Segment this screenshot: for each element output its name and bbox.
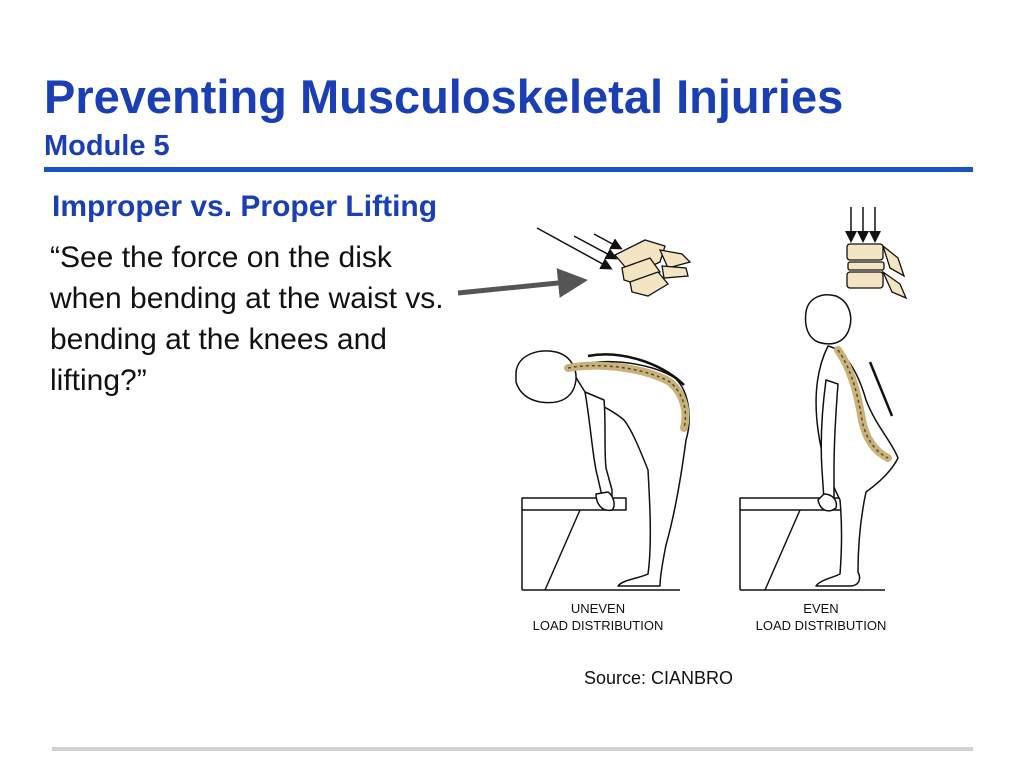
pointer-arrow bbox=[458, 281, 578, 293]
even-disk-detail bbox=[847, 244, 906, 298]
slide-title: Preventing Musculoskeletal Injuries bbox=[44, 70, 844, 123]
even-load-caption bbox=[745, 600, 897, 634]
uneven-load-caption bbox=[520, 600, 676, 634]
quote-text: “See the force on the disk when bending at the waist vs. bending at the knees and lifting?” bbox=[50, 241, 444, 397]
uneven-caption-line1: UNEVEN bbox=[570, 601, 626, 616]
even-force-arrows bbox=[851, 207, 875, 240]
bending-at-knees-figure bbox=[740, 295, 898, 590]
section-heading: Improper vs. Proper Lifting bbox=[52, 190, 438, 223]
slide-subtitle: Module 5 bbox=[44, 130, 170, 162]
even-caption-line2: LOAD DISTRIBUTION bbox=[755, 618, 887, 633]
lifting-posture-illustration bbox=[450, 195, 920, 640]
uneven-disk-detail bbox=[615, 240, 690, 296]
title-divider bbox=[44, 167, 973, 172]
source-credit: Source: CIANBRO bbox=[584, 668, 734, 688]
bending-at-waist-figure bbox=[516, 351, 689, 590]
even-caption-line1: EVEN bbox=[803, 601, 839, 616]
uneven-caption-line2: LOAD DISTRIBUTION bbox=[532, 618, 664, 633]
uneven-force-arrows bbox=[537, 228, 620, 268]
footer-divider bbox=[52, 747, 973, 751]
